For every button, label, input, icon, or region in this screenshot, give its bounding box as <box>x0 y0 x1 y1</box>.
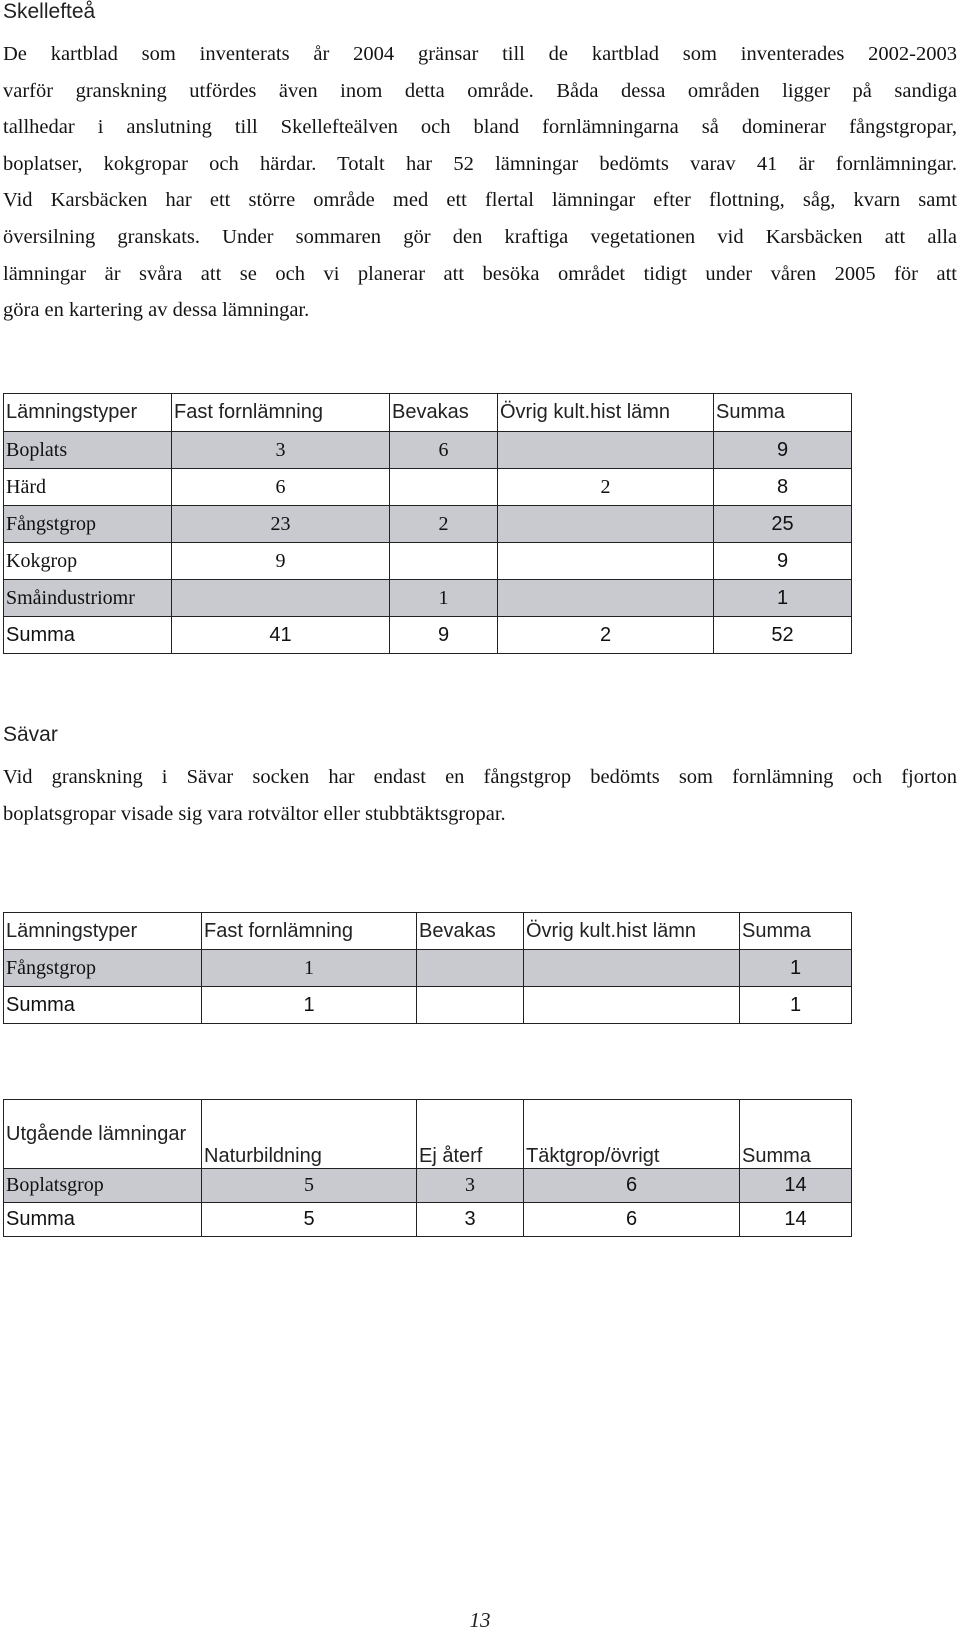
table-cell: 41 <box>172 617 390 654</box>
column-header: Bevakas <box>390 394 498 432</box>
row-label: Småindustriomr <box>4 580 172 617</box>
column-header: Ej återf <box>417 1100 524 1169</box>
column-header: Lämningstyper <box>4 394 172 432</box>
table-cell: 14 <box>740 1169 852 1203</box>
table-cell: 2 <box>390 506 498 543</box>
table-row <box>4 543 852 580</box>
column-header: Summa <box>740 1100 852 1169</box>
table-cell <box>417 987 524 1024</box>
table-cell: 5 <box>202 1169 417 1203</box>
table-cell <box>172 580 390 617</box>
row-label: Fångstgrop <box>4 506 172 543</box>
paragraph-line: boplatsgropar visade sig vara rotvältor eller stubbtäktsgropar. <box>3 802 506 825</box>
column-header: Lämningstyper <box>4 913 202 950</box>
table-cell: 1 <box>202 987 417 1024</box>
row-label: Boplats <box>4 432 172 469</box>
table-cell: 9 <box>172 543 390 580</box>
table-row-total <box>4 617 852 654</box>
paragraph-line: Vid Karsbäcken har ett större område med ett flertal lämningar efter flottning, såg, kvarn samt <box>3 189 957 212</box>
table-cell <box>417 950 524 987</box>
table-cell: 3 <box>417 1169 524 1203</box>
row-label: Härd <box>4 469 172 506</box>
table-cell: 23 <box>172 506 390 543</box>
table-row <box>4 506 852 543</box>
row-label: Kokgrop <box>4 543 172 580</box>
column-header: Fast fornlämning <box>172 394 390 432</box>
table-cell: 3 <box>172 432 390 469</box>
table-cell: 8 <box>714 469 852 506</box>
table-cell: 1 <box>714 580 852 617</box>
table-cell: 2 <box>498 617 714 654</box>
column-header: Summa <box>740 913 852 950</box>
table-cell: 6 <box>172 469 390 506</box>
table-cell: 9 <box>714 432 852 469</box>
paragraph-line: göra en kartering av dessa lämningar. <box>3 299 310 322</box>
table-cell: 52 <box>714 617 852 654</box>
table-cell <box>524 950 740 987</box>
table-cell: 6 <box>524 1169 740 1203</box>
page-number: 13 <box>469 1608 491 1632</box>
table-cell: 1 <box>740 987 852 1024</box>
table-cell <box>498 543 714 580</box>
paragraph-skelleftea <box>3 36 957 329</box>
table-cell: 6 <box>524 1203 740 1237</box>
column-header: Utgående lämningar <box>4 1100 202 1169</box>
table-cell: 2 <box>498 469 714 506</box>
table-cell: 14 <box>740 1203 852 1237</box>
table-cell: 9 <box>714 543 852 580</box>
row-label: Fångstgrop <box>4 950 202 987</box>
paragraph-line: tallhedar i anslutning till Skellefteälven och bland fornlämningarna så dominerar fångstgropar, <box>3 116 957 139</box>
paragraph-line: lämningar är svåra att se och vi planerar att besöka området tidigt under våren 2005 för att <box>3 262 957 285</box>
table-cell: 6 <box>390 432 498 469</box>
table-row-total <box>4 1203 852 1237</box>
table-header-row <box>4 913 852 950</box>
table-row <box>4 950 852 987</box>
paragraph-line: översilning granskats. Under sommaren gör den kraftiga vegetationen vid Karsbäcken att alla <box>3 225 957 248</box>
table-row <box>4 1169 852 1203</box>
table-cell <box>390 543 498 580</box>
section-heading-savar: Sävar <box>3 723 58 746</box>
row-label: Boplatsgrop <box>4 1169 202 1203</box>
row-label: Summa <box>4 617 172 654</box>
paragraph-savar <box>3 759 957 832</box>
paragraph-line: Vid granskning i Sävar socken har endast en fångstgrop bedömts som fornlämning och fjorton <box>3 766 957 788</box>
column-header: Övrig kult.hist lämn <box>524 913 740 950</box>
table-skelleftea-lamningar <box>3 393 852 654</box>
table-cell: 9 <box>390 617 498 654</box>
column-header: Fast fornlämning <box>202 913 417 950</box>
section-heading-skelleftea: Skellefteå <box>3 0 96 23</box>
table-utgaende-lamningar <box>3 1099 852 1237</box>
table-savar-lamningar <box>3 912 852 1024</box>
row-label: Summa <box>4 987 202 1024</box>
table-cell: 1 <box>390 580 498 617</box>
column-header: Bevakas <box>417 913 524 950</box>
paragraph-line: boplatser, kokgropar och härdar. Totalt har 52 lämningar bedömts varav 41 är fornlämningar. <box>3 152 957 175</box>
table-cell <box>498 432 714 469</box>
table-cell: 5 <box>202 1203 417 1237</box>
paragraph-line: De kartblad som inventerats år 2004 gränsar till de kartblad som inventerades 2002-2003 <box>3 43 957 65</box>
table-row-total <box>4 987 852 1024</box>
table-cell <box>390 469 498 506</box>
table-cell: 3 <box>417 1203 524 1237</box>
table-cell: 1 <box>740 950 852 987</box>
column-header: Täktgrop/övrigt <box>524 1100 740 1169</box>
paragraph-line: varför granskning utfördes även inom detta område. Båda dessa områden ligger på sandiga <box>3 79 957 102</box>
table-cell: 25 <box>714 506 852 543</box>
column-header: Övrig kult.hist lämn <box>498 394 714 432</box>
table-row <box>4 580 852 617</box>
table-header-row <box>4 394 852 432</box>
column-header: Naturbildning <box>202 1100 417 1169</box>
table-header-row <box>4 1100 852 1169</box>
table-cell: 1 <box>202 950 417 987</box>
table-cell <box>498 580 714 617</box>
table-row <box>4 432 852 469</box>
row-label: Summa <box>4 1203 202 1237</box>
table-cell <box>524 987 740 1024</box>
table-cell <box>498 506 714 543</box>
table-row <box>4 469 852 506</box>
column-header: Summa <box>714 394 852 432</box>
